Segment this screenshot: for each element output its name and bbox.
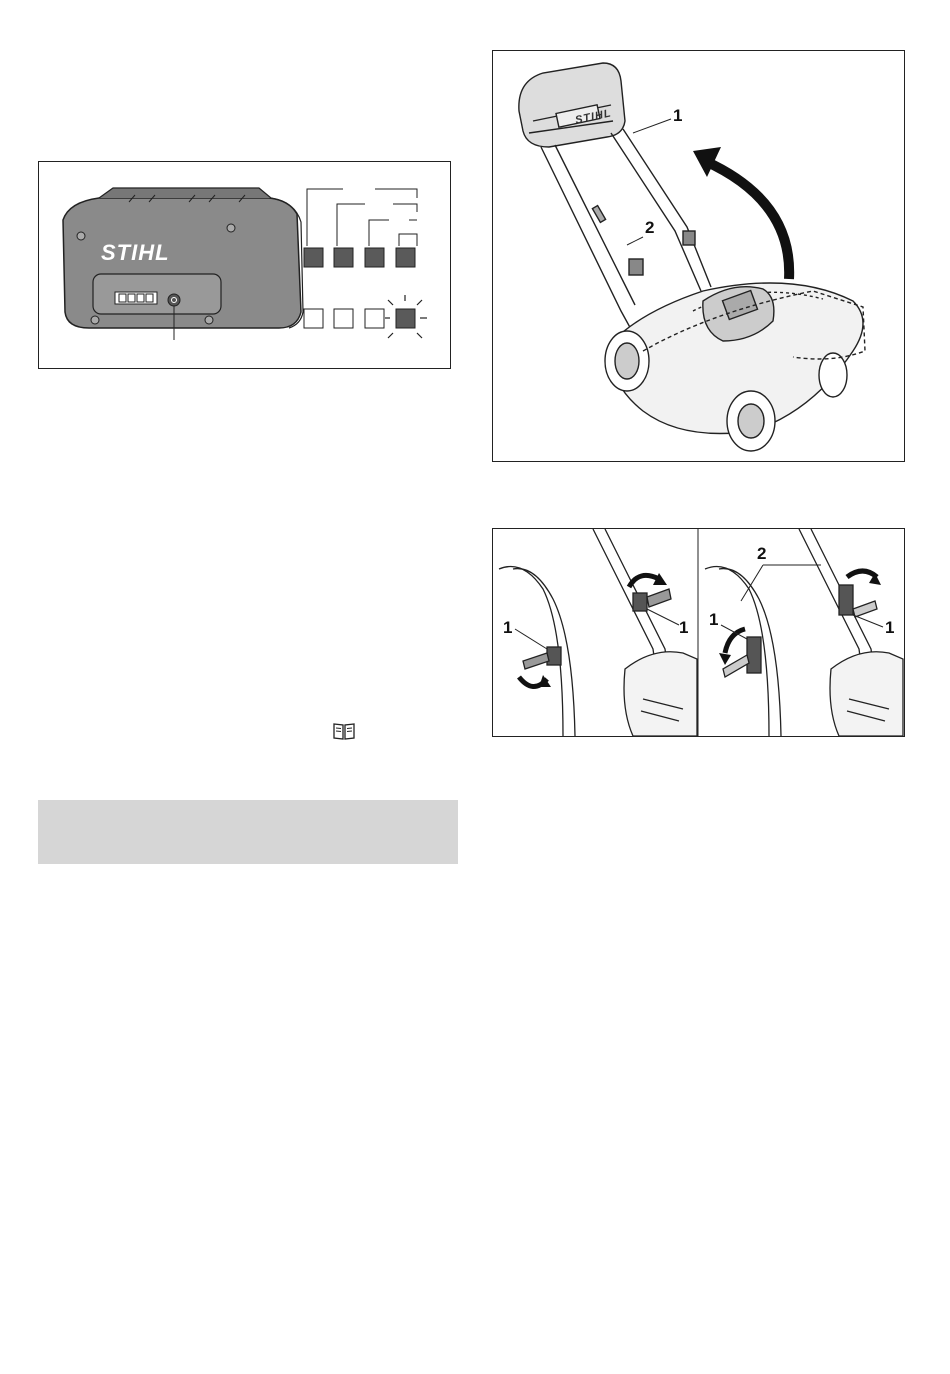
callout-right-b: 1 (885, 618, 895, 637)
handle-brand-logo: STIHL (574, 107, 613, 127)
open-book-icon (333, 722, 355, 740)
callout-left-b: 1 (679, 618, 689, 637)
battery-brand-logo: STIHL (101, 240, 170, 265)
callout-left-a: 1 (503, 618, 513, 637)
notice-box (38, 800, 458, 864)
callout-right-a: 1 (709, 610, 719, 629)
callout-1: 1 (673, 106, 683, 125)
callout-right-c: 2 (757, 544, 767, 563)
mower-handle-fold-figure (492, 50, 905, 462)
battery-charge-level-figure (38, 161, 451, 369)
handle-clamp-levers-figure (492, 528, 905, 737)
mower-illustration (493, 51, 904, 461)
clamp-illustration (493, 529, 904, 736)
callout-2: 2 (645, 218, 655, 237)
